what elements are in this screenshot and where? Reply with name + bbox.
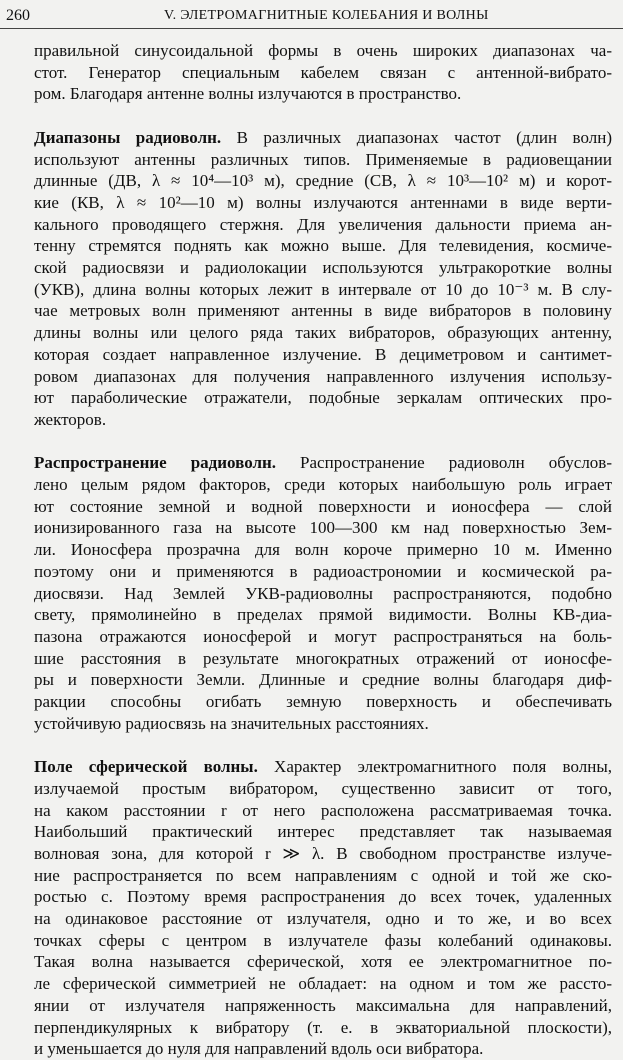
text-line: ют состояние земной и водной поверхности и ионосфера — слой — [34, 496, 612, 516]
text-line-rest: В различных диапазонах частот (длин волн) — [221, 127, 612, 147]
text-line: янии от излучателя напряженность максимальна для направлений, — [34, 995, 612, 1015]
text-line — [34, 127, 612, 149]
paragraph — [34, 756, 612, 1060]
text-line-rest: Распространение радиоволн обуслов- — [276, 453, 612, 473]
running-title: V. ЭЛЕТРОМАГНИТНЫЕ КОЛЕБАНИЯ И ВОЛНЫ — [164, 8, 489, 23]
text-line: стот. Генератор специальным кабелем связан с антенной-вибрато- — [34, 62, 612, 82]
text-line: длинные (ДВ, λ ≈ 10⁴—10³ м), средние (СВ, λ ≈ 10³—10² м) и корот- — [34, 171, 612, 191]
text-line: свету, прямолинейно в пределах прямой видимости. Волны КВ-диа- — [34, 605, 612, 625]
text-line: устойчивую радиосвязь на значительных расстояниях. — [34, 713, 429, 733]
text-line: используют антенны различных типов. Применяемые в радиовещании — [34, 149, 612, 169]
text-line: ровом диапазонах для получения направленного излучения использу- — [34, 366, 612, 386]
text-line: Наибольший практический интерес представляет так называемая — [34, 822, 612, 842]
text-line: ростью c. Поэтому время распространения до всех точек, удаленных — [34, 887, 612, 907]
page-header — [0, 6, 623, 29]
text-line: излучаемой простым вибратором, существенно зависит от того, — [34, 778, 612, 798]
paragraph — [34, 40, 612, 105]
body-text — [34, 40, 612, 1060]
paragraph-gap — [34, 105, 612, 127]
text-line: жекторов. — [34, 409, 107, 429]
text-line: которая создает направленное излучение. В дециметровом и сантимет- — [34, 344, 612, 364]
text-line: ракции способны огибать земную поверхность и обеспечивать — [34, 692, 612, 712]
text-line: кального проводящего стержня. Для увеличения дальности приема ан- — [34, 214, 612, 234]
text-line: Такая волна называется сферической, хотя ее электромагнитное по- — [34, 952, 612, 972]
text-line: ионизированного газа на высоте 100—300 км над поверхностью Зем- — [34, 518, 612, 538]
text-line: пазона отражаются ионосферой и могут распространяться на боль- — [34, 626, 612, 646]
text-line: ют параболические отражатели, подобные зеркалам оптических про- — [34, 388, 612, 408]
text-line: на одинаковое расстояние от излучателя, одно и то же, и во всех — [34, 909, 612, 929]
paragraph — [34, 452, 612, 734]
text-line: ры и поверхности Земли. Длинные и средние волны благодаря диф- — [34, 670, 612, 690]
text-line: тенну стремятся поднять как можно выше. Для телевидения, космиче- — [34, 236, 612, 256]
text-line — [34, 452, 612, 474]
text-line: диосвязи. Над Землей УКВ-радиоволны распространяются, подобно — [34, 583, 612, 603]
text-line: волновая зона, для которой r ≫ λ. В свободном пространстве излуче- — [34, 843, 612, 863]
text-line: ли. Ионосфера прозрачна для волн короче примерно 10 м. Именно — [34, 540, 612, 560]
page-number: 260 — [6, 7, 30, 24]
paragraph-gap — [34, 431, 612, 453]
section-heading: Распространение радиоволн. — [34, 453, 277, 473]
text-line: ром. Благодаря антенне волны излучаются в пространство. — [34, 84, 462, 104]
paragraph-gap — [34, 734, 612, 756]
text-line: ле сферической симметрией не обладает: на одном и том же рассто- — [34, 974, 612, 994]
text-line: и уменьшается до нуля для направлений вдоль оси вибратора. — [34, 1039, 484, 1059]
text-line: перпендикулярных к вибратору (т. е. в экваториальной плоскости), — [34, 1017, 612, 1037]
text-line: лено целым рядом факторов, среди которых наибольшую роль играет — [34, 475, 612, 495]
paragraph — [34, 127, 612, 431]
section-heading: Диапазоны радиоволн. — [34, 127, 222, 147]
text-line: ние распространяется по всем направлениям с одной и той же ско- — [34, 865, 612, 885]
text-line: точках сферы с центром в излучателе фазы колебаний одинаковы. — [34, 930, 612, 950]
text-line: кие (КВ, λ ≈ 10²—10 м) волны излучаются антеннами в виде верти- — [34, 192, 612, 212]
text-line: ской радиосвязи и радиолокации используются ультракороткие волны — [34, 258, 612, 278]
text-line: правильной синусоидальной формы в очень широких диапазонах ча- — [34, 41, 612, 60]
text-line: шие расстояния в результате многократных отражений от ионосфе- — [34, 648, 612, 668]
section-heading: Поле сферической волны. — [34, 757, 258, 777]
text-line: (УКВ), длина волны которых лежит в интервале от 10 до 10⁻³ м. В слу- — [34, 279, 612, 299]
text-line: длины волны или целого ряда таких вибраторов, образующих антенну, — [34, 323, 612, 343]
text-line — [34, 756, 612, 778]
text-line: на каком расстоянии r от него расположена рассматриваемая точка. — [34, 800, 612, 820]
text-line: чае метровых волн применяют антенны в виде вибраторов в половину — [34, 301, 612, 321]
text-line-rest: Характер электромагнитного поля волны, — [257, 757, 612, 777]
text-line: поэтому они и применяются в радиоастрономии и космической ра- — [34, 561, 612, 581]
